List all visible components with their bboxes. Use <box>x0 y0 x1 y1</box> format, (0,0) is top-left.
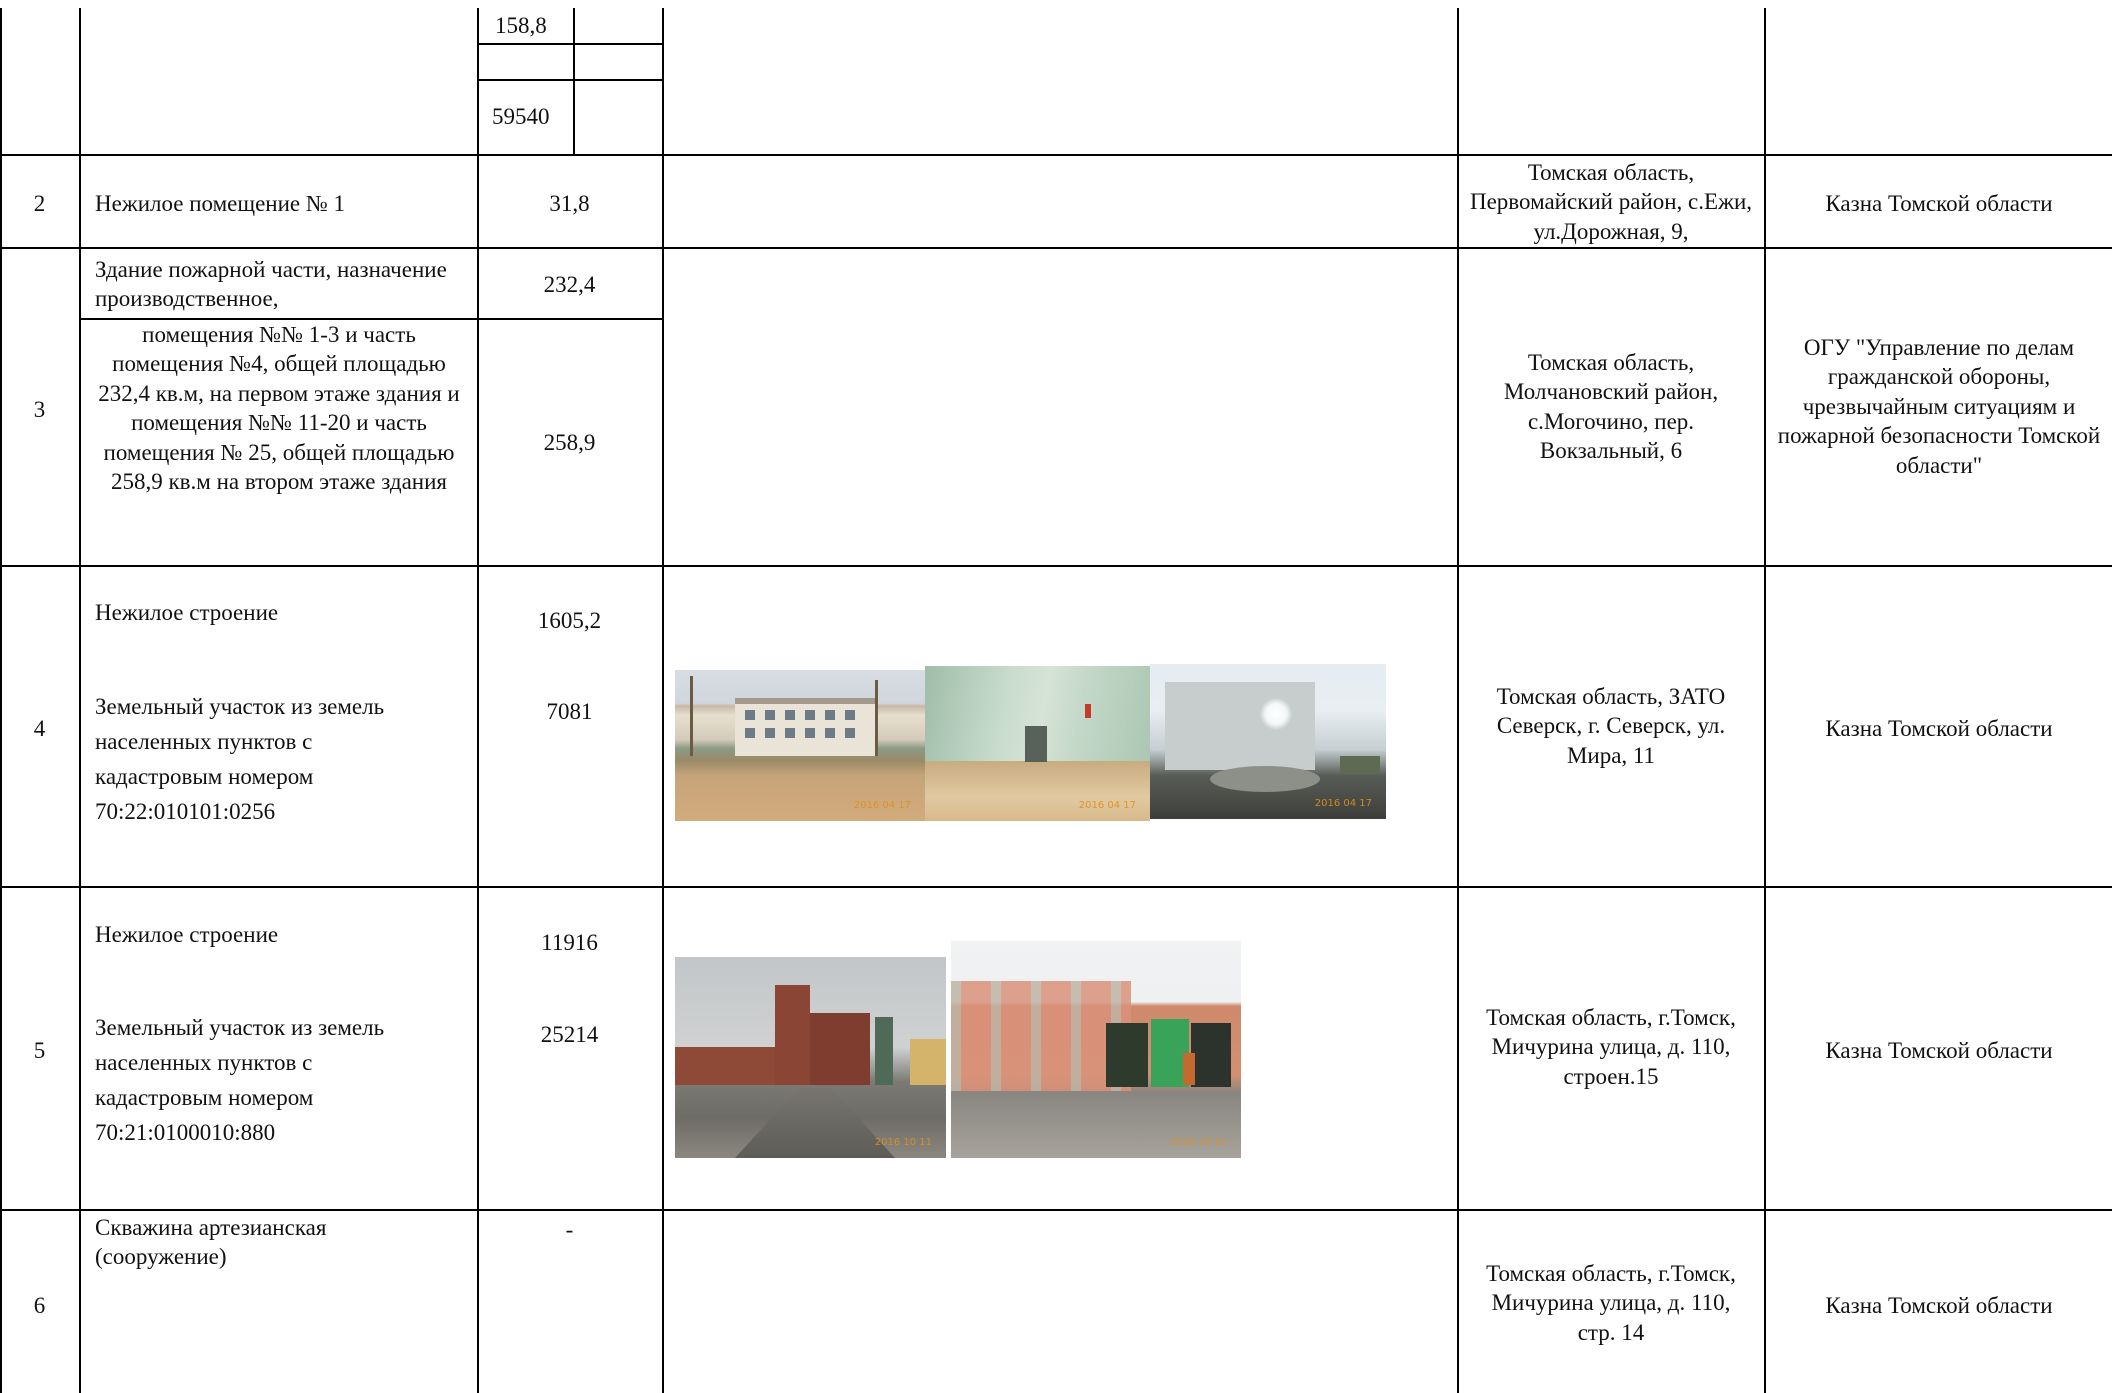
object-name-land: Земельный участок из земель населенных пунктов с кадастровым номером 70:21:0100010:880 <box>95 1015 385 1145</box>
col-line-5 <box>1764 8 1766 1393</box>
col-line-2b <box>573 8 575 156</box>
brick-factory-photo: 2016 10 11 <box>675 957 946 1158</box>
object-address: Томская область, Первомайский район, с.Ежи, ул.Дорожная, 9, <box>1469 160 1753 244</box>
object-name: Скважина артезианская (сооружение) <box>95 1215 327 1270</box>
col-line-1 <box>79 8 81 1393</box>
col-line-4 <box>1457 8 1459 1393</box>
object-area-bottom: 258,9 <box>543 430 596 455</box>
object-holder: Казна Томской области <box>1825 1038 2053 1063</box>
object-area: 31,8 <box>549 191 590 216</box>
object-area-land: 25214 <box>540 1022 599 1047</box>
object-area-building: 1605,2 <box>537 608 602 633</box>
row-number: 6 <box>33 1293 46 1318</box>
row-line-5 <box>0 1209 2112 1211</box>
object-address: Томская область, Молчановский район, с.Могочино, пер. Вокзальный, 6 <box>1503 350 1719 464</box>
row-number: 3 <box>33 397 46 422</box>
object-name-top: Здание пожарной части, назначение производственное, <box>95 257 447 312</box>
object-address: Томская область, г.Томск, Мичурина улица, д. 110, стр. 14 <box>1486 1261 1736 1345</box>
row-line-4 <box>0 886 2112 888</box>
row-number: 4 <box>33 716 46 741</box>
object-address: Томская область, ЗАТО Северск, г. Северск, ул. Мира, 11 <box>1496 684 1726 768</box>
warehouse-ramp-photo: 2016 10 11 <box>951 941 1241 1158</box>
object-name-land: Земельный участок из земель населенных пунктов с кадастровым номером 70:22:010101:0256 <box>95 694 385 824</box>
sub-line-a <box>477 43 664 45</box>
row-number: 5 <box>33 1038 46 1063</box>
object-holder: Казна Томской области <box>1825 1293 2053 1318</box>
top-area-value-3: 59540 <box>492 104 550 129</box>
sub-line-b <box>477 79 664 81</box>
top-area-value-1: 158,8 <box>495 13 547 38</box>
object-holder: Казна Томской области <box>1825 191 2053 216</box>
object-area-top: 232,4 <box>543 272 596 297</box>
row-line-1 <box>0 154 2112 156</box>
row-line-3 <box>0 565 2112 567</box>
object-address: Томская область, г.Томск, Мичурина улица, д. 110, строен.15 <box>1486 1005 1736 1089</box>
row-line-2 <box>0 247 2112 249</box>
object-name: Нежилое помещение № 1 <box>95 191 346 216</box>
object-area-building: 11916 <box>541 930 598 955</box>
object-name-building: Нежилое строение <box>95 600 279 625</box>
corridor-photo: 2016 04 17 <box>925 666 1150 821</box>
object-area: - <box>565 1217 574 1242</box>
building-facade-photo: 2016 04 17 <box>675 670 925 821</box>
col-line-3 <box>662 8 664 1393</box>
object-name-building: Нежилое строение <box>95 922 279 947</box>
courtyard-photo: 2016 04 17 <box>1150 664 1386 819</box>
object-name-bottom: помещения №№ 1-3 и часть помещения №4, общей площадью 232,4 кв.м, на первом этаже здания и помещения №№ 11-20 и часть помещения № 25, общей площадью 258,9 кв.м на втором этаже здания <box>98 322 460 495</box>
object-holder: ОГУ "Управление по делам гражданской обороны, чрезвычайным ситуациям и пожарной безопасности Томской области" <box>1777 335 2101 478</box>
row-number: 2 <box>33 191 46 216</box>
object-holder: Казна Томской области <box>1825 716 2053 741</box>
object-area-land: 7081 <box>546 699 593 724</box>
